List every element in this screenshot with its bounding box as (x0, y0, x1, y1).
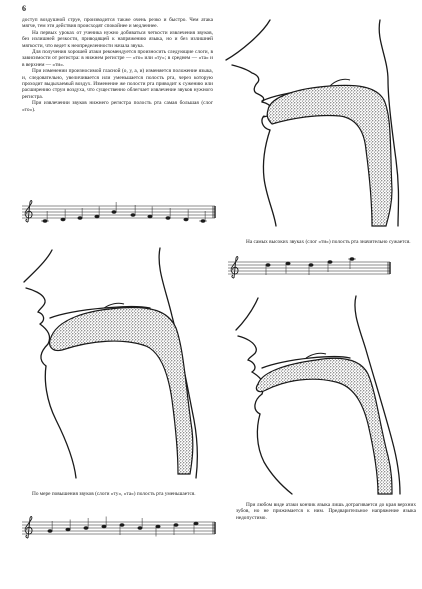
intro-paragraph-4: При изменении произносимой гласной (о, у, а, и) изменяется положение языка, и, следовательно, увеличивается или уменьшается полость рта, через которую проходит выдыхаемый воздух. Изменение же полости рта приводит к сужению или расширению струи воздуха, что существенно облегчает извлечение звуков нужного регистра. (22, 68, 213, 100)
caption-soft-attack-text: При любом виде атаки кончик языка лишь дотрагивается до края верхних зубов, но не прижимается к ним. Предварительное напряжение языка недопустимо. (236, 502, 416, 521)
intro-paragraph-1: доступ воздушной струе, производится также очень резко и быстро. Чем атака мягче, тем эти действия происходят спокойнее и медленнее. (22, 17, 213, 30)
caption-rising-pitch-text: По мере повышения звуков (слоги «ту», «та») полость рта уменьшается. (32, 491, 196, 497)
intro-paragraph-2: На первых уроках от ученика нужно добиваться четкости извлечения звуков, без излишней резкости, приводящей к напряжению языка, но и без излишней мягкости, что ведет к неопределенности начала звука. (22, 29, 213, 49)
intro-paragraph-5: При извлечении звуков нижнего регистра полость рта самая большая (слог «то»). (22, 100, 213, 113)
treble-clef-icon (25, 517, 32, 538)
caption-soft-attack (236, 502, 416, 521)
page-number: 6 (22, 4, 26, 13)
intro-paragraph-3: Для получения хорошей атаки рекомендуется произносить следующие слоги, в зависимости от регистра: в нижнем регистре — «то» или «ту»; в среднем — «та» и в верхнем — «ти». (22, 49, 213, 68)
caption-high-register-text: На самых высоких звуках (слог «ти») полость рта значительно сужается. (246, 239, 411, 245)
